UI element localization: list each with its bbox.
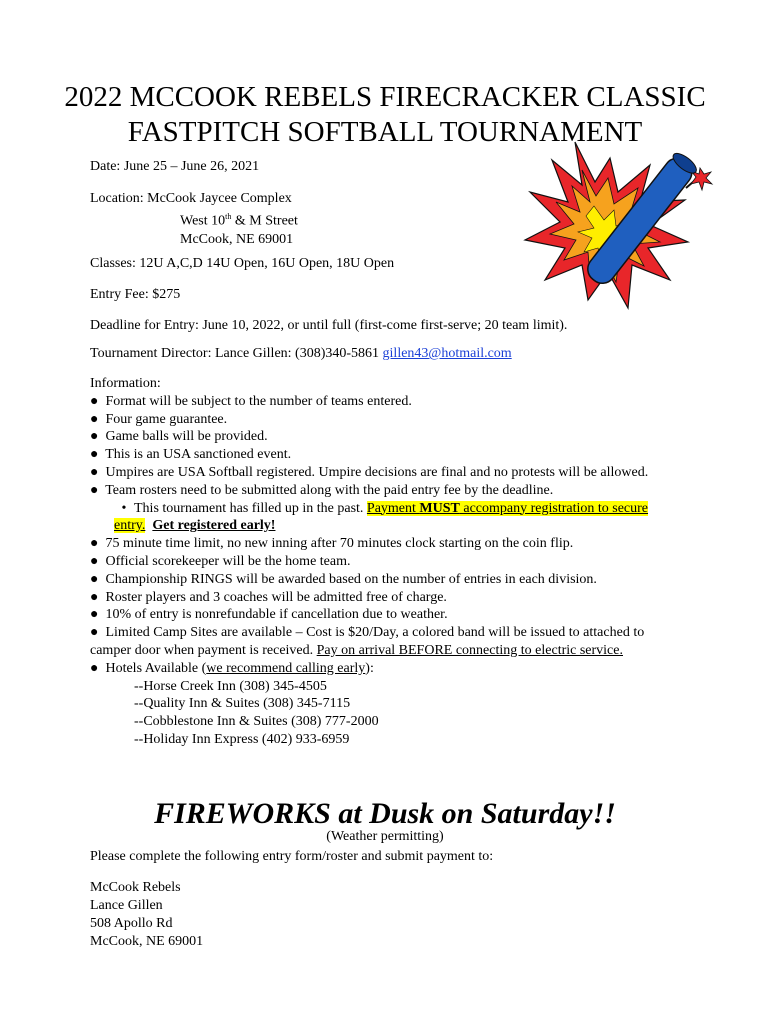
sub-list-item: • This tournament has filled up in the past. Payment MUST accompany registration to secure entry. Get registered early! <box>114 500 649 534</box>
mailing-address <box>90 879 203 951</box>
list-item: ● 75 minute time limit, no new inning after 70 minutes clock starting on the coin flip. <box>90 536 574 552</box>
address-line: McCook, NE 69001 <box>90 934 204 949</box>
register-early-callout: Get registered early! <box>152 518 276 534</box>
deadline-line: Deadline for Entry: June 10, 2022, or until full (first-come first-serve; 20 team limit). <box>90 318 568 333</box>
hotel-item: --Holiday Inn Express (402) 933-6959 <box>134 731 350 747</box>
location-street: West 10th & M Street <box>180 212 298 229</box>
location-block <box>90 190 298 249</box>
list-item: ● Team rosters need to be submitted along with the paid entry fee by the deadline. <box>90 482 554 498</box>
dynamite-explosion-graphic <box>510 130 725 315</box>
list-item: ● Format will be subject to the number of teams entered. <box>90 393 412 409</box>
list-item: ● Umpires are USA Softball registered. Umpire decisions are final and no protests will be allowed. <box>90 464 649 480</box>
hotel-item: --Cobblestone Inn & Suites (308) 777-2000 <box>134 714 379 730</box>
location-city: McCook, NE 69001 <box>180 231 294 247</box>
title-line-2: FASTPITCH SOFTBALL TOURNAMENT <box>127 116 643 148</box>
title-line-1: 2022 MCCOOK REBELS FIRECRACKER CLASSIC <box>64 81 706 113</box>
address-line: McCook Rebels <box>90 880 181 895</box>
submit-instructions: Please complete the following entry form/roster and submit payment to: <box>90 849 494 864</box>
information-section <box>90 375 670 749</box>
entry-fee-line: Entry Fee: $275 <box>90 287 181 302</box>
date-line: Date: June 25 – June 26, 2021 <box>90 159 260 174</box>
list-item: ● This is an USA sanctioned event. <box>90 447 292 463</box>
information-heading: Information: <box>90 376 161 391</box>
hotel-item: --Horse Creek Inn (308) 345-4505 <box>134 678 327 694</box>
list-item: ● Limited Camp Sites are available – Cost is $20/Day, a colored band will be issued to attached to camper door when payment is received. Pay on arrival BEFORE connecting to electric service. <box>90 625 645 658</box>
list-item: ● Roster players and 3 coaches will be admitted free of charge. <box>90 589 447 605</box>
list-item: ● Official scorekeeper will be the home team. <box>90 553 351 569</box>
list-item: ● Hotels Available (we recommend calling early): <box>90 660 374 676</box>
payment-highlight: Payment MUST accompany registration to secure entry. <box>114 500 649 534</box>
list-item: ● Championship RINGS will be awarded based on the number of entries in each division. <box>90 571 597 587</box>
list-item: ● Game balls will be provided. <box>90 429 268 445</box>
location-label: Location: McCook Jaycee Complex <box>90 191 292 206</box>
weather-note: (Weather permitting) <box>326 829 444 844</box>
director-email-link[interactable]: gillen43@hotmail.com <box>382 346 512 361</box>
classes-line: Classes: 12U A,C,D 14U Open, 16U Open, 18U Open <box>90 256 395 271</box>
address-line: Lance Gillen <box>90 898 163 913</box>
director-line <box>90 345 512 363</box>
list-item: ● Four game guarantee. <box>90 411 228 427</box>
list-item: ● 10% of entry is nonrefundable if cancellation due to weather. <box>90 607 448 623</box>
director-text: Tournament Director: Lance Gillen: (308)340-5861 <box>90 346 383 361</box>
hotel-item: --Quality Inn & Suites (308) 345-7115 <box>134 696 351 712</box>
address-line: 508 Apollo Rd <box>90 916 173 931</box>
fireworks-heading: FIREWORKS at Dusk on Saturday!! <box>154 797 616 830</box>
